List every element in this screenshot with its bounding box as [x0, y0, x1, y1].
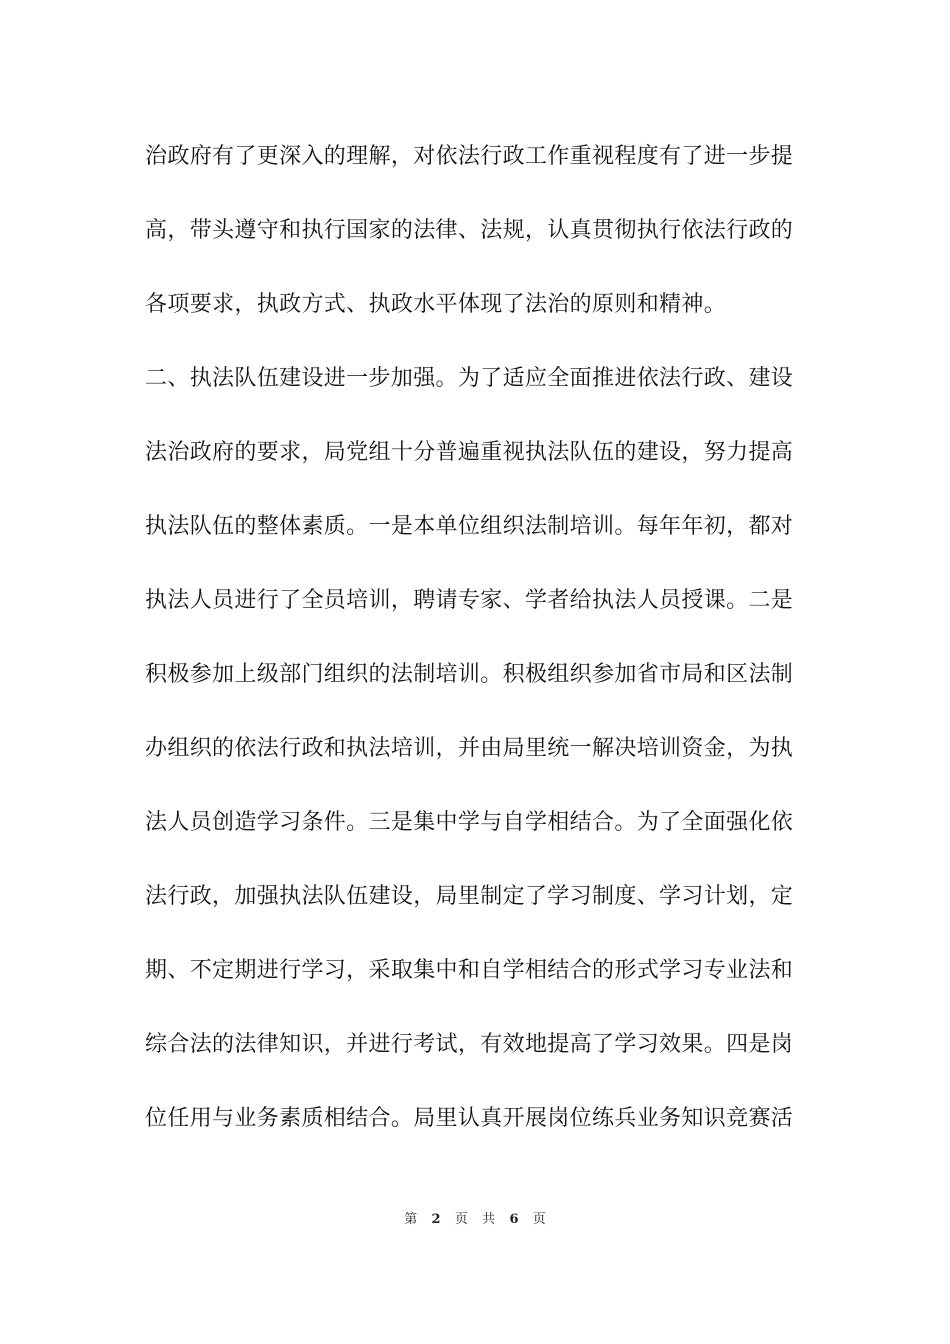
text-line: 各项要求，执政方式、执政水平体现了法治的原则和精神。 — [145, 292, 727, 317]
text-line: 高，带头遵守和执行国家的法律、法规，认真贯彻执行依法行政的 — [145, 218, 794, 243]
footer-page-word: 页 — [454, 1212, 468, 1227]
page-footer — [0, 1208, 950, 1227]
text-line: 法行政，加强执法队伍建设，局里制定了学习制度、学习计划，定 — [145, 884, 794, 909]
text-line: 二、执法队伍建设进一步加强。为了适应全面推进依法行政、建设 — [145, 366, 794, 391]
text-line: 治政府有了更深入的理解，对依法行政工作重视程度有了进一步提 — [145, 144, 794, 169]
text-line: 期、不定期进行学习，采取集中和自学相结合的形式学习专业法和 — [145, 958, 794, 983]
text-line: 执法人员进行了全员培训，聘请专家、学者给执法人员授课。二是 — [145, 588, 794, 613]
text-line: 法人员创造学习条件。三是集中学与自学相结合。为了全面强化依 — [145, 810, 794, 835]
text-line: 位任用与业务素质相结合。局里认真开展岗位练兵业务知识竞赛活 — [145, 1106, 794, 1131]
text-line: 办组织的依法行政和执法培训，并由局里统一解决培训资金，为执 — [145, 736, 794, 761]
footer-suffix: 页 — [532, 1212, 546, 1227]
current-page-number: 2 — [431, 1212, 441, 1227]
footer-total-word: 共 — [482, 1212, 496, 1227]
text-line: 积极参加上级部门组织的法制培训。积极组织参加省市局和区法制 — [145, 662, 794, 687]
text-line: 综合法的法律知识，并进行考试，有效地提高了学习效果。四是岗 — [145, 1032, 794, 1057]
body-text — [145, 132, 810, 1168]
text-line: 法治政府的要求，局党组十分普遍重视执法队伍的建设，努力提高 — [145, 440, 794, 465]
text-line: 执法队伍的整体素质。一是本单位组织法制培训。每年年初，都对 — [145, 514, 794, 539]
footer-prefix: 第 — [404, 1212, 418, 1227]
total-pages-number: 6 — [509, 1212, 519, 1227]
